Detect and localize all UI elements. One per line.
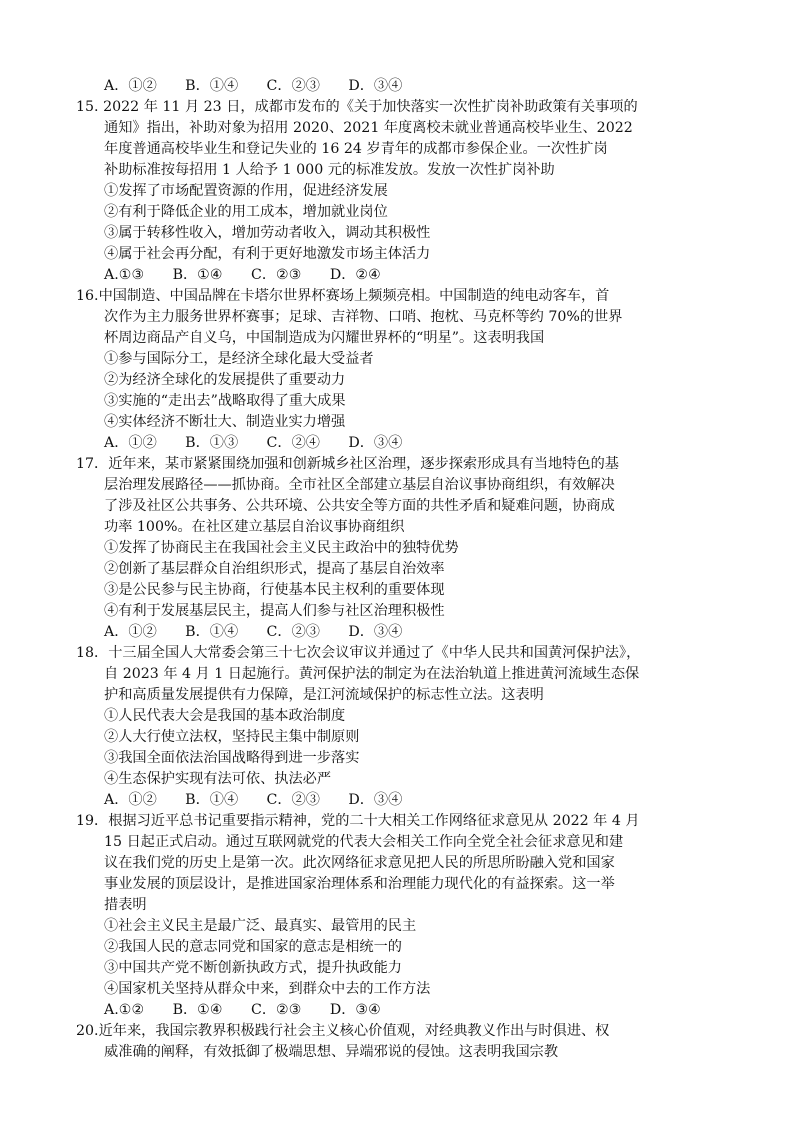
question-15-line-2: 通知》指出，补助对象为招用 2020、2021 年度离校未就业普通高校毕业生、2022	[104, 120, 633, 136]
question-20-line-2: 威准确的阐释，有效抵御了极端思想、异端邪说的侵蚀。这表明我国宗教	[104, 1044, 559, 1060]
question-19-option-1: ①社会主义民主是最广泛、最真实、最管用的民主	[104, 918, 417, 934]
question-19-line-5: 措表明	[104, 897, 147, 913]
question-16-line-3: 杯周边商品产自义乌，中国制造成为闪耀世界杯的“明星”。这表明我国	[104, 330, 545, 346]
question-19-answers: A.①② B．①④ C．②③ D．③④	[104, 1002, 381, 1018]
question-16-answers: A．①② B．①③ C．②④ D．③④	[104, 435, 403, 451]
question-18-line-2: 自 2023 年 4 月 1 日起施行。黄河保护法的制定为在法治轨道上推进黄河流域生态保	[104, 666, 640, 682]
question-17-line-1: 17．近年来，某市紧紧围绕加强和创新城乡社区治理，逐步探索形成具有当地特色的基	[76, 456, 619, 472]
question-15-option-3: ③属于转移性收入，增加劳动者收入，调动其积极性	[104, 225, 431, 241]
question-17-option-3: ③是公民参与民主协商，行使基本民主权利的重要体现	[104, 582, 445, 598]
question-18-line-3: 护和高质量发展提供有力保障，是江河流域保护的标志性立法。这表明	[104, 687, 544, 703]
answer-choices-14: A．①② B．①④ C．②③ D．③④	[104, 78, 403, 94]
question-19-line-2: 15 日起正式启动。通过互联网就党的代表大会相关工作向全党全社会征求意见和建	[104, 834, 624, 850]
question-19-line-3: 议在我们党的历史上是第一次。此次网络征求意见把人民的所思所盼融入党和国家	[104, 855, 615, 871]
question-16-line-1: 16.中国制造、中国品牌在卡塔尔世界杯赛场上频频亮相。中国制造的纯电动客车，首	[76, 288, 610, 304]
question-15-option-1: ①发挥了市场配置资源的作用，促进经济发展	[104, 183, 388, 199]
question-15-line-1: 15. 2022 年 11 月 23 日，成都市发布的《关于加快落实一次性扩岗补助政策有关事项的	[76, 99, 638, 115]
question-19-option-3: ③中国共产党不断创新执政方式，提升执政能力	[104, 960, 402, 976]
question-17-line-3: 了涉及社区公共事务、公共环境、公共安全等方面的共性矛盾和疑难问题，协商成	[104, 498, 615, 514]
question-16-line-2: 次作为主力服务世界杯赛事；足球、吉祥物、口哨、抱枕、马克杯等约 70%的世界	[104, 309, 623, 325]
question-15-line-4: 补助标准按每招用 1 人给予 1 000 元的标准发放。发放一次性扩岗补助	[104, 162, 555, 178]
question-17-option-4: ④有利于发展基层民主，提高人们参与社区治理积极性	[104, 603, 445, 619]
question-19-option-4: ④国家机关坚持从群众中来，到群众中去的工作方法	[104, 981, 431, 997]
question-16-option-2: ②为经济全球化的发展提供了重要动力	[104, 372, 346, 388]
question-15-line-3: 年度普通高校毕业生和登记失业的 16 24 岁青年的成都市参保企业。一次性扩岗	[104, 141, 608, 157]
question-18-option-4: ④生态保护实现有法可依、执法必严	[104, 771, 332, 787]
question-15-option-4: ④属于社会再分配，有利于更好地激发市场主体活力	[104, 246, 431, 262]
question-18-option-1: ①人民代表大会是我国的基本政治制度	[104, 708, 346, 724]
question-17-answers: A．①② B．①④ C．②③ D．③④	[104, 624, 403, 640]
question-15-option-2: ②有利于降低企业的用工成本，增加就业岗位	[104, 204, 388, 220]
question-17-line-2: 层治理发展路径——抓协商。全市社区全部建立基层自治议事协商组织，有效解决	[104, 477, 615, 493]
question-19-line-4: 事业发展的顶层设计，是推进国家治理体系和治理能力现代化的有益探索。这一举	[104, 876, 615, 892]
question-18-line-1: 18．十三届全国人大常委会第三十七次会议审议并通过了《中华人民共和国黄河保护法》，	[76, 645, 641, 661]
question-19-line-1: 19．根据习近平总书记重要指示精神，党的二十大相关工作网络征求意见从 2022 年 4 月	[76, 813, 640, 829]
question-16-option-3: ③实施的“走出去”战略取得了重大成果	[104, 393, 346, 409]
question-15-answers: A.①③ B．①④ C．②③ D．②④	[104, 267, 381, 283]
question-19-option-2: ②我国人民的意志同党和国家的意志是相统一的	[104, 939, 402, 955]
question-17-line-4: 功率 100%。在社区建立基层自治议事协商组织	[104, 519, 405, 535]
question-18-answers: A．①② B．①④ C．②③ D．③④	[104, 792, 403, 808]
question-20-line-1: 20.近年来，我国宗教界积极践行社会主义核心价值观，对经典教义作出与时俱进、权	[76, 1023, 610, 1039]
question-16-option-4: ④实体经济不断壮大、制造业实力增强	[104, 414, 346, 430]
question-18-option-2: ②人大行使立法权，坚持民主集中制原则	[104, 729, 360, 745]
question-17-option-2: ②创新了基层群众自治组织形式，提高了基层自治效率	[104, 561, 445, 577]
question-17-option-1: ①发挥了协商民主在我国社会主义民主政治中的独特优势	[104, 540, 459, 556]
question-16-option-1: ①参与国际分工，是经济全球化最大受益者	[104, 351, 374, 367]
question-18-option-3: ③我国全面依法治国战略得到进一步落实	[104, 750, 360, 766]
